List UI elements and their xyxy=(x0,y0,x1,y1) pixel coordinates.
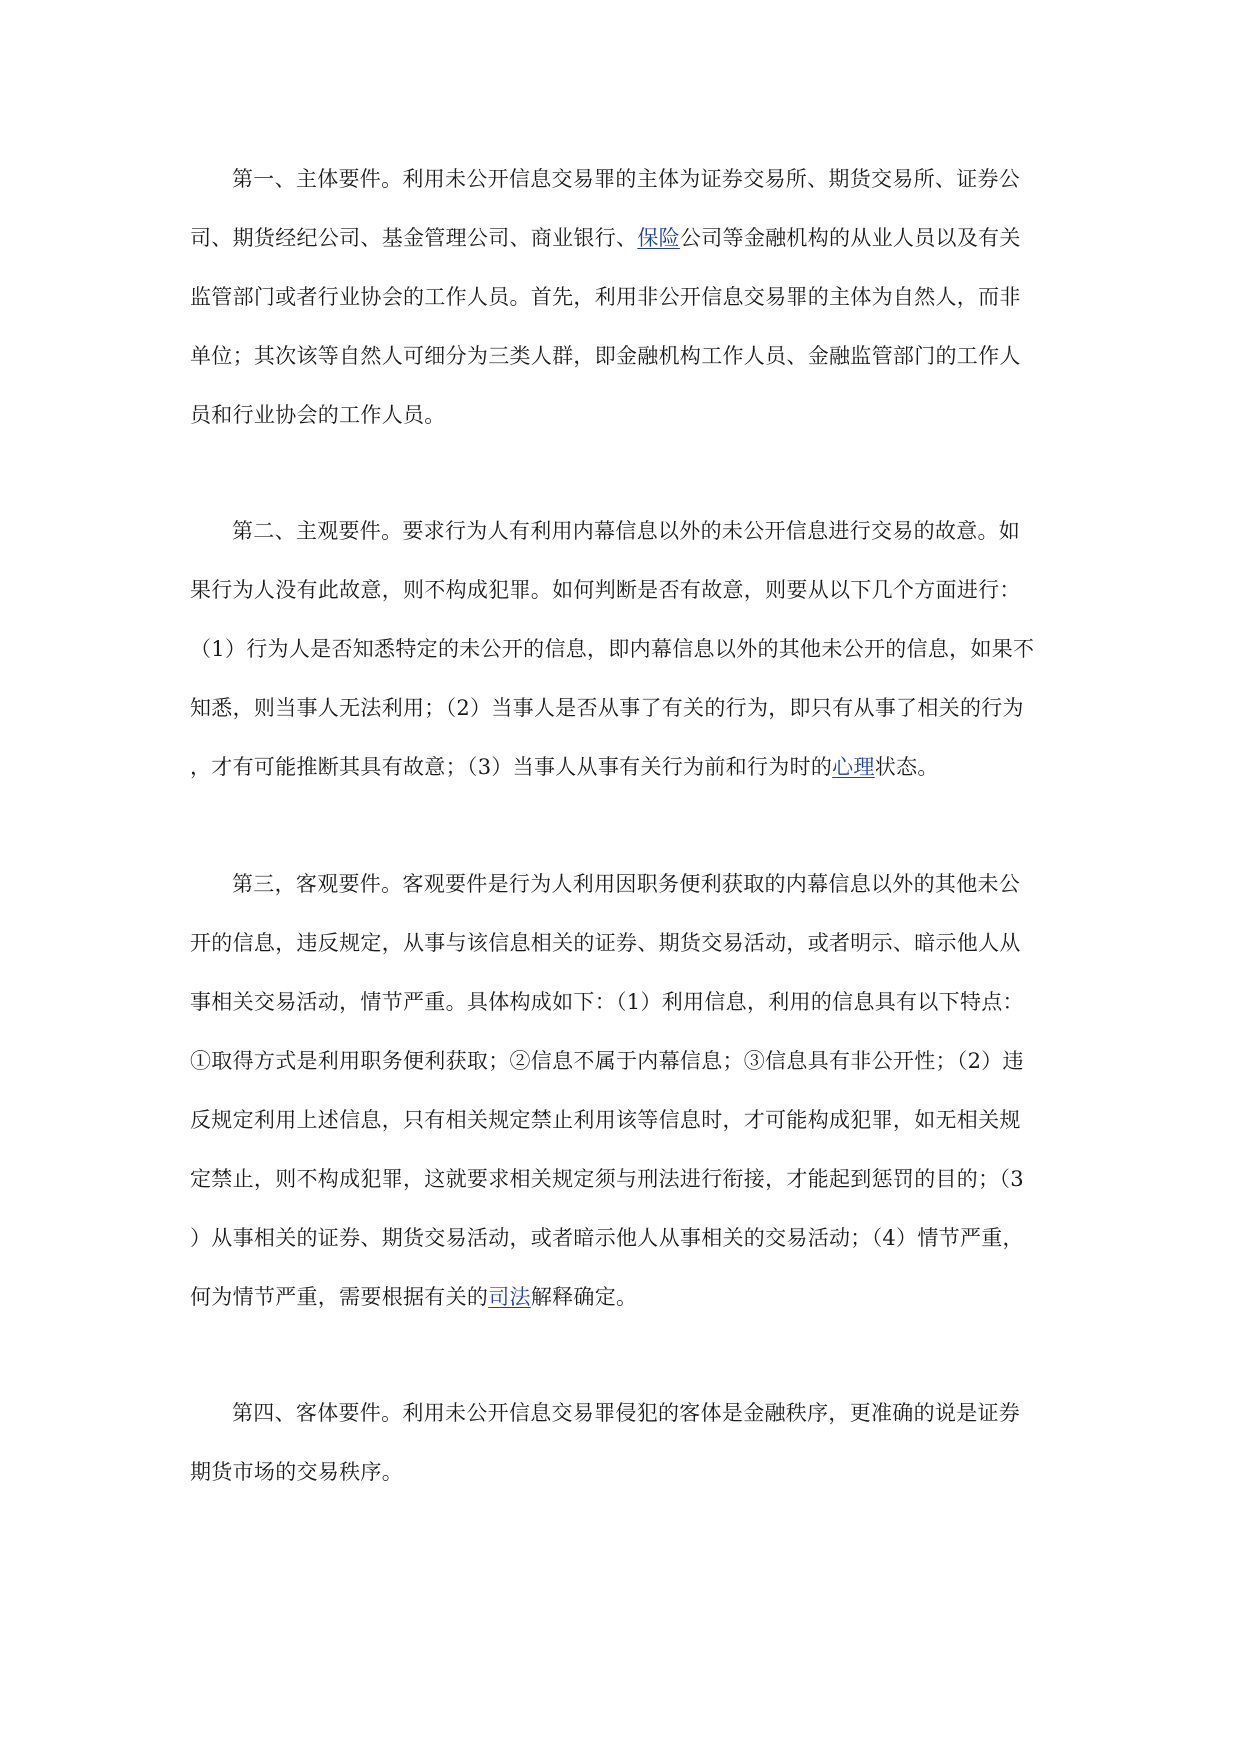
text-line xyxy=(190,738,1058,797)
text-line: 第三，客观要件。客观要件是行为人利用因职务便利获取的内幕信息以外的其他未公 xyxy=(232,872,1021,896)
text-line: 定禁止，则不构成犯罪，这就要求相关规定须与刑法进行衔接，才能起到惩罚的目的；（3 xyxy=(190,1167,1024,1191)
text-line: ①取得方式是利用职务便利获取；②信息不属于内幕信息；③信息具有非公开性；（2）违 xyxy=(190,1049,1024,1073)
text-line: 反规定利用上述信息，只有相关规定禁止利用该等信息时，才可能构成犯罪，如无相关规 xyxy=(190,1108,1021,1132)
text-segment: 公司等金融机构的从业人员以及有关 xyxy=(679,226,1021,250)
link-psychology[interactable]: 心理 xyxy=(832,755,875,779)
text-line: 员和行业协会的工作人员。 xyxy=(190,403,446,427)
text-segment: 状态。 xyxy=(874,755,939,779)
text-line xyxy=(190,1268,1058,1327)
text-line: 第二、主观要件。要求行为人有利用内幕信息以外的未公开信息进行交易的故意。如 xyxy=(232,519,1021,543)
paragraph-subjective-element xyxy=(190,502,1058,797)
text-segment: 解释确定。 xyxy=(530,1285,638,1309)
text-line: 单位；其次该等自然人可细分为三类人群，即金融机构工作人员、金融监管部门的工作人 xyxy=(190,344,1021,368)
paragraph-objective-element xyxy=(190,855,1058,1327)
text-line: （1）行为人是否知悉特定的未公开的信息，即内幕信息以外的其他未公开的信息，如果不 xyxy=(190,637,1035,661)
text-line: 第一、主体要件。利用未公开信息交易罪的主体为证券交易所、期货交易所、证券公 xyxy=(232,167,1021,191)
link-judicial[interactable]: 司法 xyxy=(488,1285,531,1309)
paragraph-subject-element xyxy=(190,150,1058,445)
text-segment: ，才有可能推断其具有故意；（3）当事人从事有关行为前和行为时的 xyxy=(190,755,833,779)
text-line: 第四、客体要件。利用未公开信息交易罪侵犯的客体是金融秩序，更准确的说是证券 xyxy=(232,1401,1021,1425)
text-line: 事相关交易活动，情节严重。具体构成如下：（1）利用信息，利用的信息具有以下特点： xyxy=(190,990,1024,1014)
paragraph-object-element xyxy=(190,1384,1058,1502)
text-segment: 司、期货经纪公司、基金管理公司、商业银行、 xyxy=(190,226,638,250)
link-insurance[interactable]: 保险 xyxy=(637,226,680,250)
text-line: 监管部门或者行业协会的工作人员。首先，利用非公开信息交易罪的主体为自然人，而非 xyxy=(190,285,1021,309)
text-segment: 何为情节严重，需要根据有关的 xyxy=(190,1285,489,1309)
text-line xyxy=(190,209,1058,268)
text-line: 期货市场的交易秩序。 xyxy=(190,1460,403,1484)
text-line: 果行为人没有此故意，则不构成犯罪。如何判断是否有故意，则要从以下几个方面进行： xyxy=(190,578,1021,602)
text-line: 开的信息，违反规定，从事与该信息相关的证券、期货交易活动，或者明示、暗示他人从 xyxy=(190,931,1021,955)
text-line: 知悉，则当事人无法利用；（2）当事人是否从事了有关的行为，即只有从事了相关的行为 xyxy=(190,696,1024,720)
text-line: ）从事相关的证券、期货交易活动，或者暗示他人从事相关的交易活动；（4）情节严重， xyxy=(190,1226,1024,1250)
